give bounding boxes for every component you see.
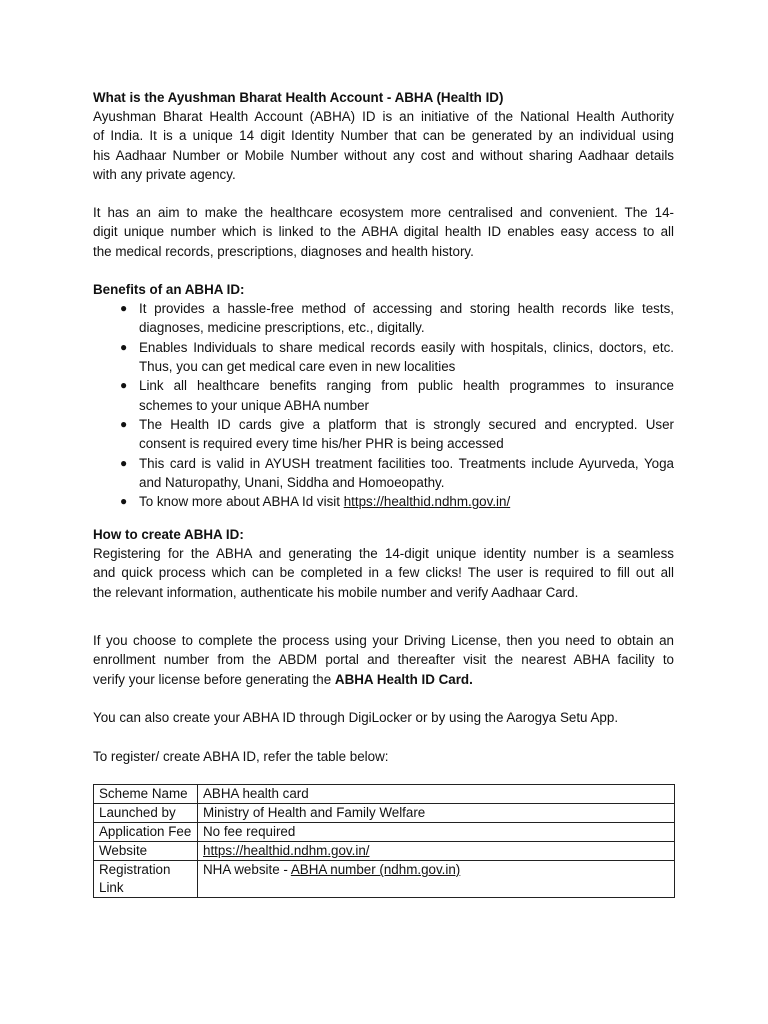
bold-text: ABHA Health ID Card. [334,671,473,687]
list-item [120,492,674,511]
text-line: the relevant information, authenticate his mobile number and verify Aadhaar Card. [93,584,579,600]
text-line: schemes to your unique ABHA number [139,397,370,413]
table-key: Registration Link [94,861,198,898]
table-key: Application Fee [94,823,198,842]
text-line: consent is required every time his/her PHR is being accessed [139,436,504,452]
create-paragraph [93,544,674,602]
website-link[interactable]: https://healthid.ndhm.gov.in/ [203,843,370,858]
text-line: Link all healthcare benefits ranging from public health programmes to insurance [139,378,674,394]
text-line: the medical records, prescriptions, diagnoses and health history. [93,243,474,259]
list-item [120,454,674,493]
text-line: digit unique number which is linked to the ABHA digital health ID enables easy access to all [93,224,674,240]
bullet-icon: ● [120,417,128,432]
heading-text: How to create ABHA ID: [93,527,244,542]
bullet-icon: ● [120,378,128,393]
text-line [139,492,674,511]
abha-info-table [93,784,675,898]
table-row [94,785,675,804]
table-value [198,842,675,861]
heading-text: What is the Ayushman Bharat Health Account - ABHA (Health ID) [93,90,504,105]
bullet-icon: ● [120,494,128,509]
registration-link[interactable]: ABHA number (ndhm.gov.in) [290,862,461,877]
list-item [120,299,674,338]
table-row [94,861,675,898]
text-line: Registering for the ABHA and generating the 14-digit unique identity number is a seamless [93,546,674,561]
text-line-part: To know more about ABHA Id visit [139,494,344,510]
table-value: ABHA health card [198,785,675,804]
register-intro [93,747,674,766]
text-line: The Health ID cards give a platform that is strongly secured and encrypted. User [139,417,674,433]
text-line: If you choose to complete the process using your Driving License, then you need to obtain an [93,633,674,648]
bullet-icon: ● [120,339,128,354]
table-key: Website [94,842,198,861]
list-item [120,376,674,415]
benefits-list [120,299,674,512]
list-item [120,338,674,377]
text-line: diagnoses, medicine prescriptions, etc., digitally. [139,320,425,336]
text-line: Thus, you can get medical care even in new localities [139,359,456,375]
table-value: Ministry of Health and Family Welfare [198,804,675,823]
list-item [120,415,674,454]
intro-paragraph [93,107,674,184]
text-line: and Naturopathy, Unani, Siddha and Homoeopathy. [139,475,445,491]
table-row [94,842,675,861]
create-heading [93,525,674,544]
aim-paragraph [93,203,674,261]
bullet-icon: ● [120,301,128,315]
table-value [198,861,675,898]
heading-text: Benefits of an ABHA ID: [93,282,245,297]
text-line: of India. It is a unique 14 digit Identity Number that can be generated by an individual using [93,128,674,144]
driving-license-paragraph [93,631,674,689]
table-key: Scheme Name [94,785,198,804]
text-line: It has an aim to make the healthcare ecosystem more centralised and convenient. The 14- [93,205,674,220]
table-row [94,823,675,842]
table-key: Launched by [94,804,198,823]
text-line [93,670,674,689]
digilocker-paragraph [93,708,674,727]
page-title [93,88,674,107]
benefits-heading [93,280,674,299]
text-line: with any private agency. [93,167,236,183]
text-line: Enables Individuals to share medical records easily with hospitals, clinics, doctors, etc. [139,339,674,355]
paragraph-text: To register/ create ABHA ID, refer the table below: [93,749,389,764]
text-line: enrollment number from the ABDM portal and thereafter visit the nearest ABHA facility to [93,652,674,668]
paragraph-text: You can also create your ABHA ID through DigiLocker or by using the Aarogya Setu App. [93,710,619,725]
table-row [94,804,675,823]
text-line: and quick process which can be completed in a few clicks! The user is required to fill out all [93,565,674,581]
text-line: This card is valid in AYUSH treatment facilities too. Treatments include Ayurveda, Yoga [139,455,674,471]
healthid-link[interactable]: https://healthid.ndhm.gov.in/ [343,494,511,510]
text-line-part: verify your license before generating the [93,671,335,687]
bullet-icon: ● [120,455,128,470]
text-line: his Aadhaar Number or Mobile Number without any cost and without sharing Aadhaar details [93,147,674,163]
link-prefix: NHA website - [203,862,291,877]
text-line: Ayushman Bharat Health Account (ABHA) ID is an initiative of the National Health Authority [93,109,674,124]
text-line: It provides a hassle-free method of accessing and storing health records like tests, [139,301,674,316]
table-value: No fee required [198,823,675,842]
